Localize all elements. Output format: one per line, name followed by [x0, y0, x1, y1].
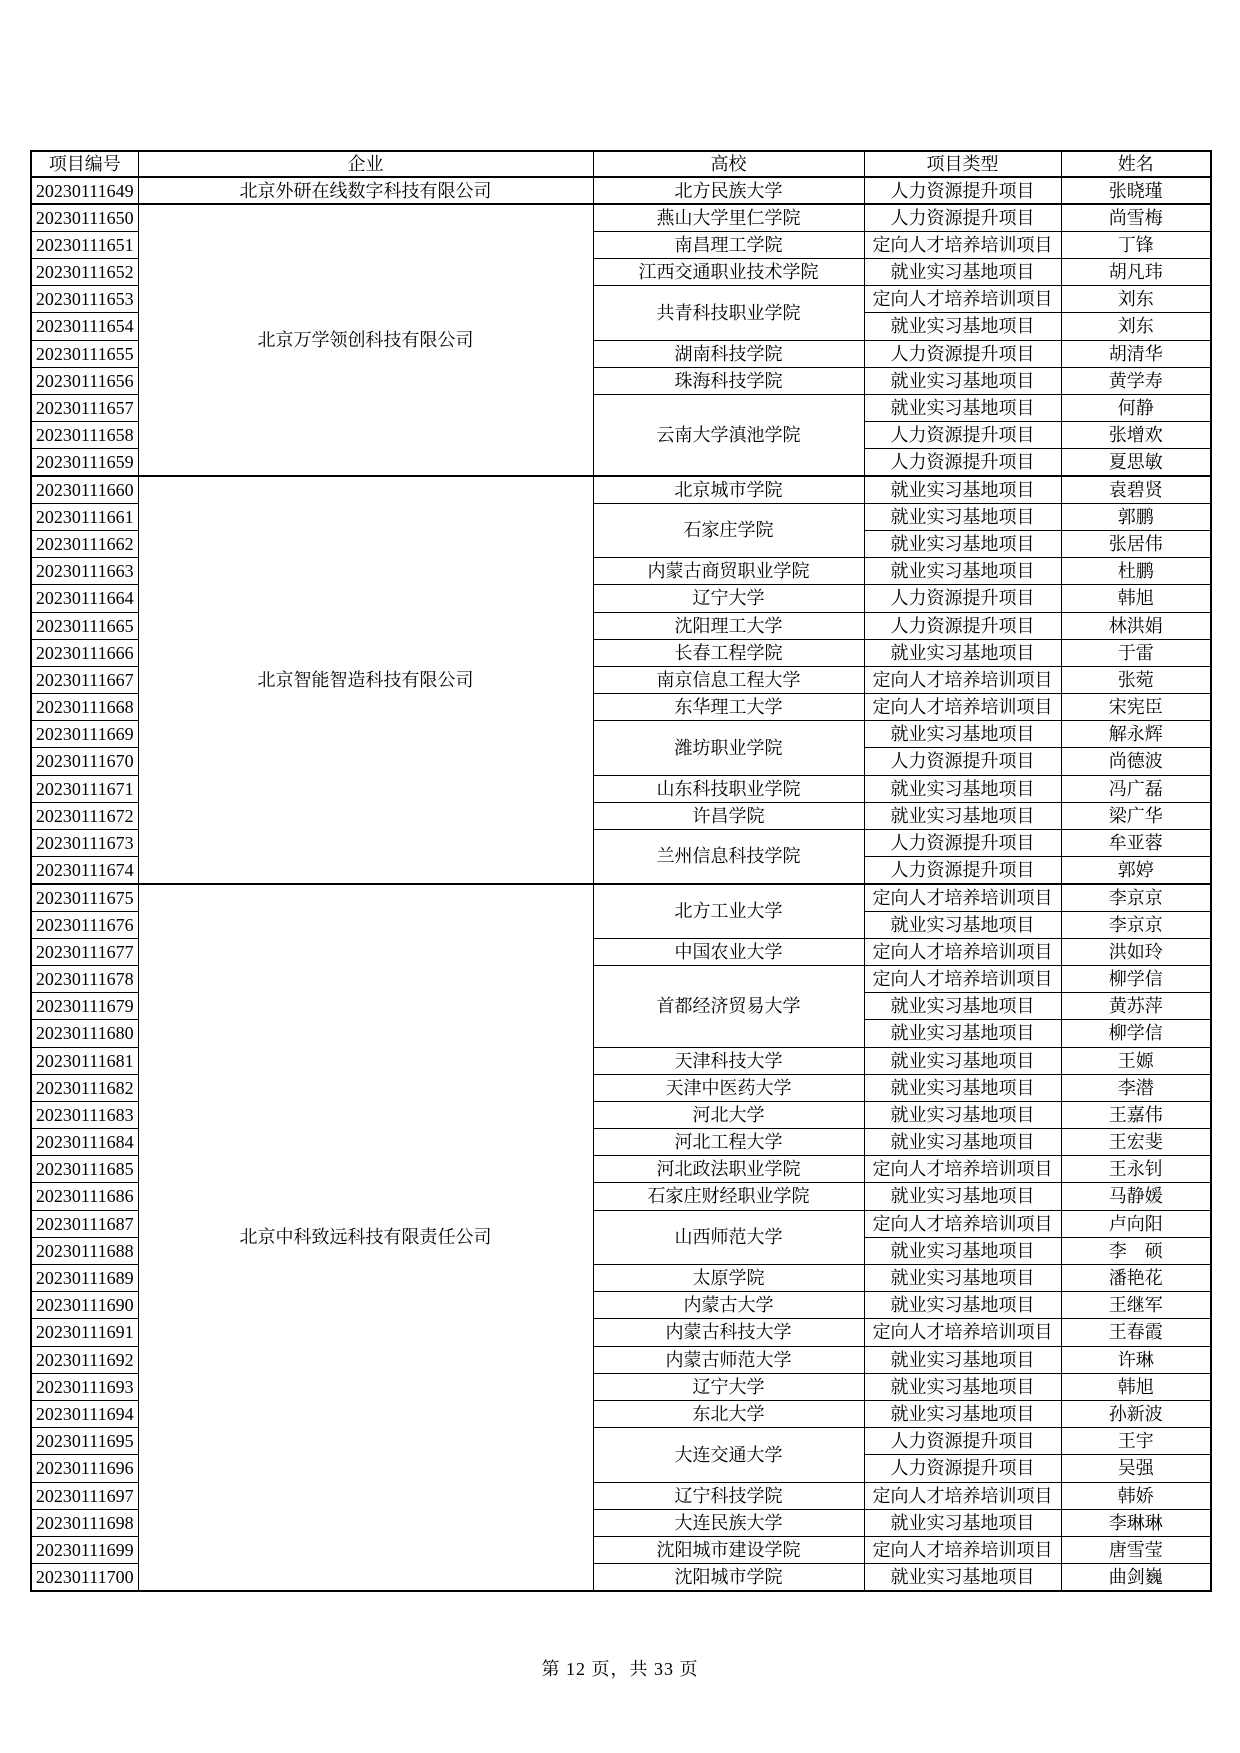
cell-project-id: 20230111656	[31, 367, 138, 394]
cell-school: 辽宁大学	[593, 585, 864, 612]
cell-project-type: 就业实习基地项目	[864, 1047, 1061, 1074]
cell-person-name: 李京京	[1061, 884, 1211, 911]
cell-project-id: 20230111682	[31, 1074, 138, 1101]
cell-project-type: 就业实习基地项目	[864, 313, 1061, 340]
cell-project-id: 20230111662	[31, 530, 138, 557]
cell-project-type: 人力资源提升项目	[864, 857, 1061, 884]
cell-project-id: 20230111658	[31, 422, 138, 449]
cell-school: 北方民族大学	[593, 177, 864, 204]
cell-person-name: 尚德波	[1061, 748, 1211, 775]
table-row	[31, 177, 1211, 204]
cell-project-type: 定向人才培养培训项目	[864, 694, 1061, 721]
cell-project-type: 就业实习基地项目	[864, 1074, 1061, 1101]
cell-project-type: 人力资源提升项目	[864, 748, 1061, 775]
page-number: 第 12 页，共 33 页	[541, 1659, 699, 1679]
cell-project-type: 人力资源提升项目	[864, 449, 1061, 476]
cell-project-id: 20230111681	[31, 1047, 138, 1074]
cell-project-type: 就业实习基地项目	[864, 1101, 1061, 1128]
cell-school: 大连民族大学	[593, 1509, 864, 1536]
cell-project-id: 20230111671	[31, 775, 138, 802]
cell-person-name: 李京京	[1061, 911, 1211, 938]
cell-project-type: 人力资源提升项目	[864, 585, 1061, 612]
cell-school: 辽宁科技学院	[593, 1482, 864, 1509]
cell-person-name: 郭婷	[1061, 857, 1211, 884]
cell-project-type: 就业实习基地项目	[864, 503, 1061, 530]
cell-school: 大连交通大学	[593, 1428, 864, 1482]
cell-project-id: 20230111685	[31, 1156, 138, 1183]
cell-project-type: 就业实习基地项目	[864, 1265, 1061, 1292]
cell-project-id: 20230111680	[31, 1020, 138, 1047]
cell-project-id: 20230111660	[31, 476, 138, 503]
cell-project-type: 定向人才培养培训项目	[864, 231, 1061, 258]
cell-person-name: 张晓瑾	[1061, 177, 1211, 204]
cell-project-type: 人力资源提升项目	[864, 340, 1061, 367]
cell-project-type: 就业实习基地项目	[864, 911, 1061, 938]
cell-person-name: 张增欢	[1061, 422, 1211, 449]
cell-person-name: 卢向阳	[1061, 1210, 1211, 1237]
cell-project-id: 20230111676	[31, 911, 138, 938]
cell-project-type: 人力资源提升项目	[864, 830, 1061, 857]
cell-person-name: 王嫄	[1061, 1047, 1211, 1074]
cell-project-id: 20230111686	[31, 1183, 138, 1210]
cell-project-type: 人力资源提升项目	[864, 1428, 1061, 1455]
cell-project-type: 就业实习基地项目	[864, 259, 1061, 286]
table-row	[31, 476, 1211, 503]
cell-school: 珠海科技学院	[593, 367, 864, 394]
col-header-company: 企业	[138, 151, 593, 177]
cell-project-id: 20230111651	[31, 231, 138, 258]
cell-person-name: 胡凡玮	[1061, 259, 1211, 286]
cell-person-name: 尚雪梅	[1061, 204, 1211, 231]
cell-project-id: 20230111655	[31, 340, 138, 367]
cell-school: 天津科技大学	[593, 1047, 864, 1074]
cell-person-name: 张菀	[1061, 666, 1211, 693]
cell-project-type: 定向人才培养培训项目	[864, 1210, 1061, 1237]
cell-project-type: 就业实习基地项目	[864, 1509, 1061, 1536]
cell-person-name: 唐雪莹	[1061, 1536, 1211, 1563]
cell-project-id: 20230111698	[31, 1509, 138, 1536]
cell-project-type: 就业实习基地项目	[864, 993, 1061, 1020]
cell-person-name: 许琳	[1061, 1346, 1211, 1373]
cell-project-id: 20230111697	[31, 1482, 138, 1509]
cell-project-id: 20230111675	[31, 884, 138, 911]
cell-project-type: 人力资源提升项目	[864, 422, 1061, 449]
col-header-project-id: 项目编号	[31, 151, 138, 177]
cell-project-type: 定向人才培养培训项目	[864, 666, 1061, 693]
cell-school: 沈阳理工大学	[593, 612, 864, 639]
cell-project-type: 定向人才培养培训项目	[864, 1482, 1061, 1509]
cell-person-name: 韩娇	[1061, 1482, 1211, 1509]
cell-school: 南京信息工程大学	[593, 666, 864, 693]
cell-school: 潍坊职业学院	[593, 721, 864, 775]
cell-project-id: 20230111670	[31, 748, 138, 775]
cell-person-name: 柳学信	[1061, 965, 1211, 992]
cell-project-id: 20230111683	[31, 1101, 138, 1128]
table-row	[31, 884, 1211, 911]
cell-project-id: 20230111664	[31, 585, 138, 612]
cell-person-name: 王永钊	[1061, 1156, 1211, 1183]
cell-project-type: 人力资源提升项目	[864, 612, 1061, 639]
header-row	[31, 151, 1211, 177]
cell-person-name: 夏思敏	[1061, 449, 1211, 476]
cell-person-name: 柳学信	[1061, 1020, 1211, 1047]
cell-school: 辽宁大学	[593, 1373, 864, 1400]
cell-school: 云南大学滇池学院	[593, 395, 864, 477]
cell-project-type: 就业实习基地项目	[864, 1400, 1061, 1427]
cell-project-type: 就业实习基地项目	[864, 1183, 1061, 1210]
cell-project-type: 定向人才培养培训项目	[864, 938, 1061, 965]
cell-project-type: 就业实习基地项目	[864, 1346, 1061, 1373]
cell-person-name: 王嘉伟	[1061, 1101, 1211, 1128]
cell-project-type: 定向人才培养培训项目	[864, 884, 1061, 911]
cell-person-name: 刘东	[1061, 286, 1211, 313]
cell-person-name: 曲剑巍	[1061, 1564, 1211, 1591]
cell-school: 南昌理工学院	[593, 231, 864, 258]
cell-project-id: 20230111695	[31, 1428, 138, 1455]
cell-project-type: 定向人才培养培训项目	[864, 1536, 1061, 1563]
cell-project-id: 20230111653	[31, 286, 138, 313]
col-header-school: 高校	[593, 151, 864, 177]
projects-table	[30, 150, 1212, 1592]
cell-person-name: 王春霞	[1061, 1319, 1211, 1346]
cell-school: 北京城市学院	[593, 476, 864, 503]
cell-school: 内蒙古大学	[593, 1292, 864, 1319]
cell-school: 燕山大学里仁学院	[593, 204, 864, 231]
cell-school: 首都经济贸易大学	[593, 965, 864, 1047]
cell-project-id: 20230111659	[31, 449, 138, 476]
cell-person-name: 杜鹏	[1061, 558, 1211, 585]
cell-person-name: 黄苏萍	[1061, 993, 1211, 1020]
cell-school: 许昌学院	[593, 802, 864, 829]
table-body	[31, 177, 1211, 1591]
cell-school: 兰州信息科技学院	[593, 830, 864, 884]
cell-person-name: 吴强	[1061, 1455, 1211, 1482]
cell-project-id: 20230111689	[31, 1265, 138, 1292]
cell-school: 内蒙古商贸职业学院	[593, 558, 864, 585]
cell-school: 山东科技职业学院	[593, 775, 864, 802]
cell-project-id: 20230111687	[31, 1210, 138, 1237]
cell-school: 共青科技职业学院	[593, 286, 864, 340]
cell-project-type: 就业实习基地项目	[864, 775, 1061, 802]
cell-company: 北京智能智造科技有限公司	[138, 476, 593, 884]
cell-person-name: 王继军	[1061, 1292, 1211, 1319]
cell-school: 沈阳城市建设学院	[593, 1536, 864, 1563]
cell-project-type: 定向人才培养培训项目	[864, 286, 1061, 313]
cell-project-id: 20230111696	[31, 1455, 138, 1482]
cell-company: 北京中科致远科技有限责任公司	[138, 884, 593, 1591]
cell-project-id: 20230111692	[31, 1346, 138, 1373]
cell-project-type: 就业实习基地项目	[864, 367, 1061, 394]
cell-project-type: 人力资源提升项目	[864, 204, 1061, 231]
cell-person-name: 何静	[1061, 395, 1211, 422]
cell-project-id: 20230111667	[31, 666, 138, 693]
cell-person-name: 马静媛	[1061, 1183, 1211, 1210]
cell-school: 内蒙古科技大学	[593, 1319, 864, 1346]
cell-person-name: 孙新波	[1061, 1400, 1211, 1427]
col-header-project-type: 项目类型	[864, 151, 1061, 177]
cell-school: 河北大学	[593, 1101, 864, 1128]
cell-person-name: 梁广华	[1061, 802, 1211, 829]
cell-project-type: 就业实习基地项目	[864, 530, 1061, 557]
cell-project-type: 就业实习基地项目	[864, 1129, 1061, 1156]
cell-person-name: 韩旭	[1061, 585, 1211, 612]
cell-person-name: 潘艳花	[1061, 1265, 1211, 1292]
cell-project-id: 20230111668	[31, 694, 138, 721]
cell-person-name: 于雷	[1061, 639, 1211, 666]
cell-project-id: 20230111699	[31, 1536, 138, 1563]
cell-project-id: 20230111654	[31, 313, 138, 340]
cell-school: 石家庄学院	[593, 503, 864, 557]
cell-school: 河北政法职业学院	[593, 1156, 864, 1183]
cell-project-id: 20230111700	[31, 1564, 138, 1591]
cell-person-name: 李潜	[1061, 1074, 1211, 1101]
cell-project-type: 就业实习基地项目	[864, 476, 1061, 503]
cell-project-type: 人力资源提升项目	[864, 1455, 1061, 1482]
cell-person-name: 牟亚蓉	[1061, 830, 1211, 857]
cell-project-id: 20230111672	[31, 802, 138, 829]
cell-person-name: 刘东	[1061, 313, 1211, 340]
cell-person-name: 李 硕	[1061, 1237, 1211, 1264]
cell-project-id: 20230111657	[31, 395, 138, 422]
cell-project-id: 20230111679	[31, 993, 138, 1020]
cell-school: 中国农业大学	[593, 938, 864, 965]
cell-project-type: 就业实习基地项目	[864, 721, 1061, 748]
cell-project-id: 20230111665	[31, 612, 138, 639]
cell-project-type: 就业实习基地项目	[864, 1292, 1061, 1319]
cell-project-type: 就业实习基地项目	[864, 1020, 1061, 1047]
cell-project-id: 20230111678	[31, 965, 138, 992]
cell-company: 北京万学领创科技有限公司	[138, 204, 593, 476]
cell-person-name: 丁锋	[1061, 231, 1211, 258]
cell-person-name: 冯广磊	[1061, 775, 1211, 802]
cell-project-id: 20230111673	[31, 830, 138, 857]
cell-school: 东华理工大学	[593, 694, 864, 721]
cell-person-name: 李琳琳	[1061, 1509, 1211, 1536]
cell-project-type: 就业实习基地项目	[864, 395, 1061, 422]
cell-project-type: 定向人才培养培训项目	[864, 965, 1061, 992]
cell-person-name: 洪如玲	[1061, 938, 1211, 965]
cell-project-type: 定向人才培养培训项目	[864, 1156, 1061, 1183]
cell-school: 湖南科技学院	[593, 340, 864, 367]
cell-person-name: 林洪娟	[1061, 612, 1211, 639]
cell-project-id: 20230111684	[31, 1129, 138, 1156]
cell-project-type: 就业实习基地项目	[864, 1237, 1061, 1264]
cell-school: 河北工程大学	[593, 1129, 864, 1156]
cell-project-type: 人力资源提升项目	[864, 177, 1061, 204]
cell-school: 北方工业大学	[593, 884, 864, 938]
cell-school: 东北大学	[593, 1400, 864, 1427]
cell-person-name: 黄学寿	[1061, 367, 1211, 394]
cell-company: 北京外研在线数字科技有限公司	[138, 177, 593, 204]
cell-school: 太原学院	[593, 1265, 864, 1292]
col-header-person-name: 姓名	[1061, 151, 1211, 177]
cell-person-name: 袁碧贤	[1061, 476, 1211, 503]
cell-school: 江西交通职业技术学院	[593, 259, 864, 286]
cell-project-id: 20230111652	[31, 259, 138, 286]
cell-project-id: 20230111666	[31, 639, 138, 666]
table-row	[31, 204, 1211, 231]
cell-school: 山西师范大学	[593, 1210, 864, 1264]
cell-school: 天津中医药大学	[593, 1074, 864, 1101]
cell-person-name: 胡清华	[1061, 340, 1211, 367]
cell-project-id: 20230111694	[31, 1400, 138, 1427]
cell-project-type: 定向人才培养培训项目	[864, 1319, 1061, 1346]
cell-project-id: 20230111674	[31, 857, 138, 884]
cell-project-type: 就业实习基地项目	[864, 639, 1061, 666]
cell-project-id: 20230111688	[31, 1237, 138, 1264]
cell-project-id: 20230111663	[31, 558, 138, 585]
cell-project-id: 20230111669	[31, 721, 138, 748]
cell-project-type: 就业实习基地项目	[864, 1564, 1061, 1591]
cell-person-name: 解永辉	[1061, 721, 1211, 748]
cell-project-id: 20230111649	[31, 177, 138, 204]
cell-project-type: 就业实习基地项目	[864, 558, 1061, 585]
cell-person-name: 韩旭	[1061, 1373, 1211, 1400]
cell-person-name: 宋宪臣	[1061, 694, 1211, 721]
cell-project-type: 就业实习基地项目	[864, 802, 1061, 829]
cell-project-id: 20230111661	[31, 503, 138, 530]
cell-school: 长春工程学院	[593, 639, 864, 666]
cell-project-id: 20230111693	[31, 1373, 138, 1400]
cell-school: 沈阳城市学院	[593, 1564, 864, 1591]
cell-school: 内蒙古师范大学	[593, 1346, 864, 1373]
cell-project-type: 就业实习基地项目	[864, 1373, 1061, 1400]
cell-person-name: 王宇	[1061, 1428, 1211, 1455]
cell-person-name: 王宏斐	[1061, 1129, 1211, 1156]
cell-person-name: 张居伟	[1061, 530, 1211, 557]
cell-project-id: 20230111677	[31, 938, 138, 965]
cell-project-id: 20230111690	[31, 1292, 138, 1319]
cell-project-id: 20230111650	[31, 204, 138, 231]
cell-project-id: 20230111691	[31, 1319, 138, 1346]
cell-person-name: 郭鹏	[1061, 503, 1211, 530]
cell-school: 石家庄财经职业学院	[593, 1183, 864, 1210]
